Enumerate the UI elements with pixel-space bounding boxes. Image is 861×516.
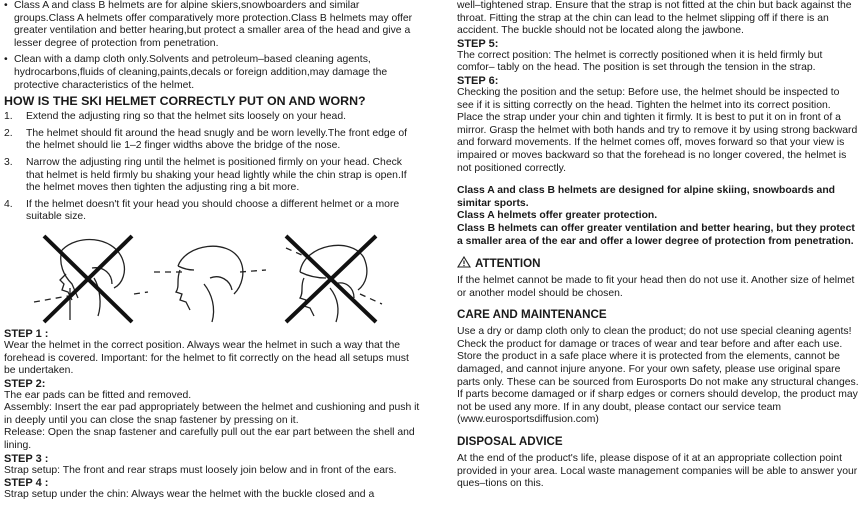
step5-title: STEP 5: — [457, 37, 499, 50]
list-item — [4, 199, 422, 224]
cross-out-mark-left — [44, 236, 132, 322]
list-item — [4, 111, 422, 124]
list-number: 3. — [4, 156, 13, 168]
helmet-class-summary — [457, 185, 859, 248]
care-text: Use a dry or damp cloth only to clean the product; do not use special cleaning agents! Check the product for damage or traces of wear and tear before and after each use. Store the product in a safe place where it is protected from the elements, cannot be damaged, and cannot injure anyone. For your own safety, please use original spare parts only. These can be sourced from Eurosports Do not make any structural changes. If parts become damaged or if sharp edges or corners should develop, the product may not be used any more. If in any doubt, please contact our service team (www.eurosportsdiffusion.com) — [457, 326, 859, 426]
list-number: 4. — [4, 198, 13, 210]
bullet-helmet-classes: • Class A and class B helmets are for alpine skiers,snowboarders and similar groups.Class A helmets offer comparatively more protection.Class B helmets may offer greater ventilation and better hearing,but protect a smaller area of the head and give a lesser degree of protection from penetration. — [4, 0, 422, 50]
step2-text: Assembly: Insert the ear pad appropriately between the helmet and cushioning and push it in deeply until you can close the snap fastener by pressing on it. — [4, 402, 420, 426]
attention-heading — [457, 256, 859, 271]
left-column — [4, 0, 422, 502]
step4-continued-text: well–tightened strap. Ensure that the strap is not fitted at the chin but back against the throat. Fitting the strap at the chin can lead to the helmet slipping off if there is an accident. The buckle should not be located along the jawbone. — [457, 0, 852, 37]
helmet-correct-figure — [154, 246, 266, 322]
step4-text: Strap setup under the chin: Always wear the helmet with the buckle closed and a — [4, 489, 375, 501]
care-heading: CARE AND MAINTENANCE — [457, 308, 607, 322]
step3-text: Strap setup: The front and rear straps must loosely join below and in front of the ears. — [4, 464, 397, 476]
step2-title: STEP 2: — [4, 377, 46, 390]
disposal-text: At the end of the product's life, please dispose of it at an appropriate collection point provided in your area. Local waste management companies will be able to answer your ques–tions on this. — [457, 453, 858, 490]
class-summary-line: Class B helmets can offer greater ventilation and better hearing, but they protect a smaller area of the ear and offer a lower degree of protection from penetration. — [457, 222, 855, 247]
step5-text: The correct position: The helmet is correctly positioned when it is held firmly but comfor– tably on the head. The position is set through the tension in the strap. — [457, 49, 823, 74]
cross-out-mark-right — [286, 236, 376, 322]
list-text: Narrow the adjusting ring until the helmet is positioned firmly on your head. Check that helmet is held firmly bu shaking your head lightly while the chin strap is open.If the helmet moves then tighten the adjusting ring a bit more. — [26, 156, 407, 194]
right-column — [457, 0, 859, 491]
step3-title: STEP 3 : — [4, 452, 49, 465]
step2-text: Release: Open the snap fastener and carefully pull out the ear part between the shell and lining. — [4, 427, 415, 452]
attention-text: If the helmet cannot be made to fit your head then do not use it. Another size of helmet or another model should be chosen. — [457, 275, 855, 299]
step4-title: STEP 4 : — [4, 477, 49, 490]
list-number: 2. — [4, 127, 13, 139]
step1-text: Wear the helmet in the correct position. Always wear the helmet in such a way that the forehead is covered. Important: for the helmet to fit correctly on the head all setups must be undertaken. — [4, 339, 409, 377]
disposal-heading: DISPOSAL ADVICE — [457, 435, 563, 449]
list-number: 1. — [4, 111, 13, 123]
attention-title: ATTENTION — [475, 257, 541, 271]
list-item — [4, 157, 422, 195]
warning-triangle-icon — [457, 256, 471, 268]
step1-title: STEP 1 : — [4, 327, 49, 340]
step2-text: The ear pads can be fitted and removed. — [4, 389, 192, 401]
helmet-fit-illustration — [4, 228, 422, 324]
list-text: If the helmet doesn't fit your head you should choose a different helmet or a more suitable size. — [26, 198, 400, 223]
step6-text: Checking the position and the setup: Before use, the helmet should be inspected to see if it is sitting correctly on the head. Tighten the helmet into its correct position. Place the strap under your chin and tighten it firmly. It is best to put it on in front of a mirror. Grasp the helmet with both hands and try to remove it by using strong backward and forward movements. If the helmet comes off, moves forward so that your view is impaired or moves backward so that the forehead is no longer covered, the helmet is not positioned correctly. — [457, 86, 858, 174]
class-summary-line: Class A helmets offer greater protection. — [457, 210, 658, 222]
helmet-fit-drawing — [4, 228, 422, 324]
list-text: The helmet should fit around the head snugly and be worn levelly.The front edge of the helmet should lie 1–2 finger widths above the bridge of the nose. — [26, 127, 408, 152]
bullet-cleaning: • Clean with a damp cloth only.Solvents and petroleum–based cleaning agents, hydrocarbons,fluids of cleaning,paints,decals or foreign addition,may damage the protective characteristics of the helmet. — [4, 54, 422, 92]
fitting-heading: HOW IS THE SKI HELMET CORRECTLY PUT ON AND WORN? — [4, 94, 366, 109]
class-summary-line: Class A and class B helmets are designed for alpine skiing, snowboards and simitar sports. — [457, 185, 836, 209]
list-item — [4, 128, 422, 153]
list-text: Extend the adjusting ring so that the helmet sits loosely on your head. — [26, 111, 346, 123]
step6-title: STEP 6: — [457, 74, 499, 87]
